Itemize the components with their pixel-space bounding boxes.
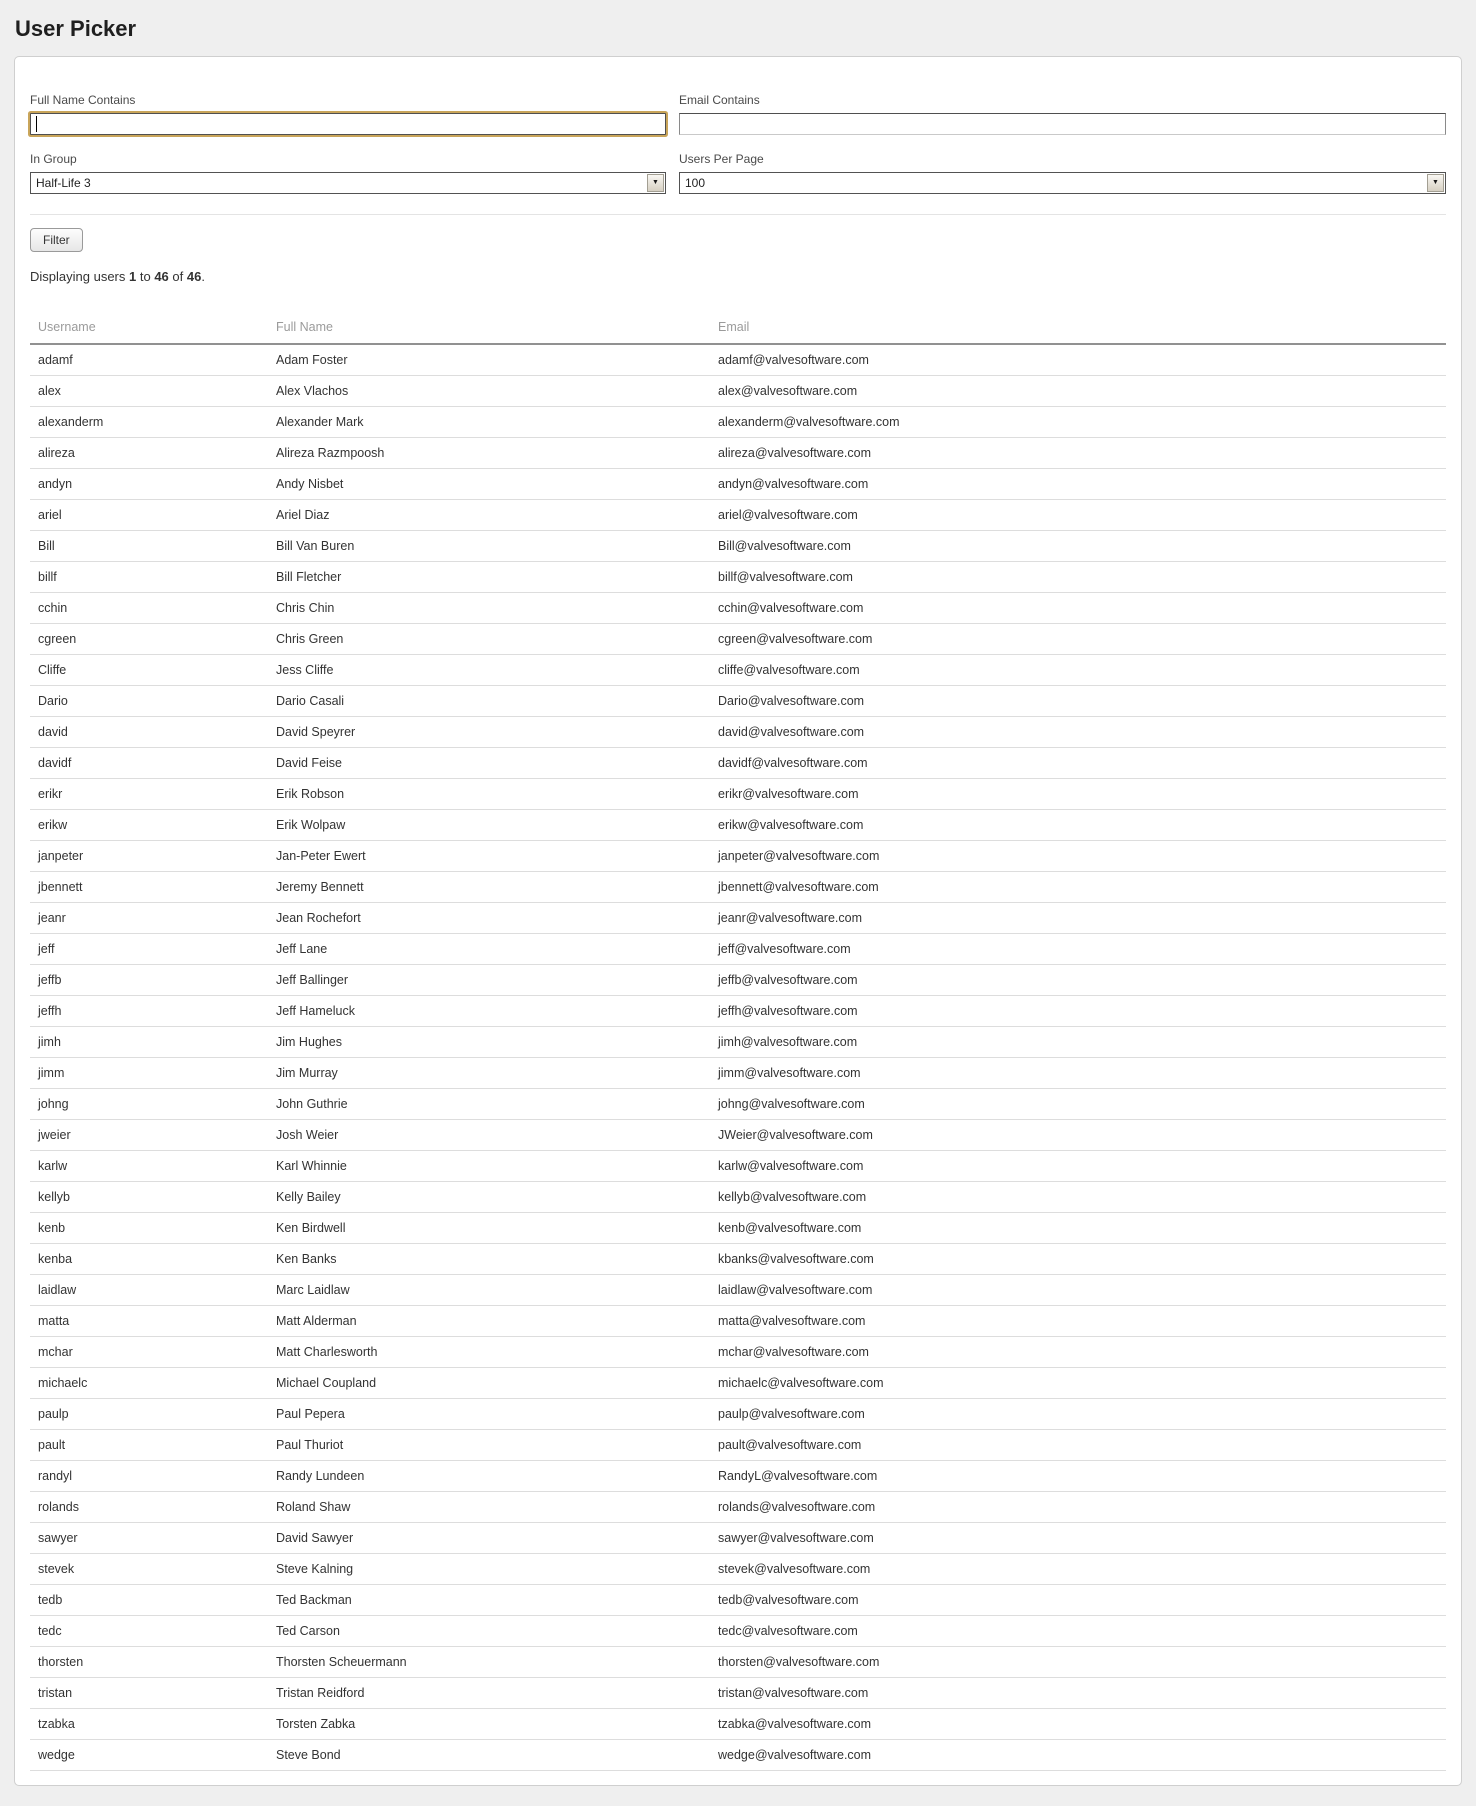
email-cell: erikr@valvesoftware.com xyxy=(710,779,1446,810)
email-cell: tristan@valvesoftware.com xyxy=(710,1678,1446,1709)
username-cell: erikr xyxy=(30,779,268,810)
full-name-cell: Jim Murray xyxy=(268,1058,710,1089)
email-cell: rolands@valvesoftware.com xyxy=(710,1492,1446,1523)
user-row[interactable] xyxy=(30,1120,1446,1151)
username-cell: sawyer xyxy=(30,1523,268,1554)
user-row[interactable] xyxy=(30,934,1446,965)
email-cell: laidlaw@valvesoftware.com xyxy=(710,1275,1446,1306)
username-cell: paulp xyxy=(30,1399,268,1430)
full-name-cell: Ted Carson xyxy=(268,1616,710,1647)
full-name-cell: Chris Chin xyxy=(268,593,710,624)
email-cell: cliffe@valvesoftware.com xyxy=(710,655,1446,686)
email-cell: jimm@valvesoftware.com xyxy=(710,1058,1446,1089)
username-cell: michaelc xyxy=(30,1368,268,1399)
user-row[interactable] xyxy=(30,686,1446,717)
email-cell: karlw@valvesoftware.com xyxy=(710,1151,1446,1182)
full-name-cell: Marc Laidlaw xyxy=(268,1275,710,1306)
full-name-cell: Steve Kalning xyxy=(268,1554,710,1585)
username-cell: jeffh xyxy=(30,996,268,1027)
full-name-cell: Ted Backman xyxy=(268,1585,710,1616)
user-row[interactable] xyxy=(30,1647,1446,1678)
status-to: 46 xyxy=(154,269,169,284)
email-cell: andyn@valvesoftware.com xyxy=(710,469,1446,500)
email-label: Email Contains xyxy=(679,93,760,107)
users-per-page-selected-value: 100 xyxy=(685,176,706,190)
full-name-cell: Jeff Hameluck xyxy=(268,996,710,1027)
username-cell: jimh xyxy=(30,1027,268,1058)
users-per-page-select[interactable] xyxy=(679,172,1446,194)
full-name-cell: Ken Birdwell xyxy=(268,1213,710,1244)
full-name-cell: Karl Whinnie xyxy=(268,1151,710,1182)
full-name-cell: Paul Thuriot xyxy=(268,1430,710,1461)
email-cell: thorsten@valvesoftware.com xyxy=(710,1647,1446,1678)
users-per-page-field xyxy=(679,152,1446,194)
in-group-field xyxy=(30,152,666,194)
email-cell: michaelc@valvesoftware.com xyxy=(710,1368,1446,1399)
filter-panel xyxy=(14,56,1462,1786)
full-name-cell: Josh Weier xyxy=(268,1120,710,1151)
chevron-down-icon: ▼ xyxy=(1427,174,1444,192)
user-row[interactable] xyxy=(30,841,1446,872)
user-row[interactable] xyxy=(30,1399,1446,1430)
username-cell: tedb xyxy=(30,1585,268,1616)
full-name-cell: Steve Bond xyxy=(268,1740,710,1771)
full-name-cell: Paul Pepera xyxy=(268,1399,710,1430)
full-name-cell: Jan-Peter Ewert xyxy=(268,841,710,872)
full-name-cell: Jean Rochefort xyxy=(268,903,710,934)
email-cell: david@valvesoftware.com xyxy=(710,717,1446,748)
full-name-cell: Erik Robson xyxy=(268,779,710,810)
user-row[interactable] xyxy=(30,1151,1446,1182)
email-cell: Bill@valvesoftware.com xyxy=(710,531,1446,562)
username-cell: david xyxy=(30,717,268,748)
user-row[interactable] xyxy=(30,593,1446,624)
full-name-cell: Jeff Ballinger xyxy=(268,965,710,996)
filter-form xyxy=(30,93,1446,194)
username-cell: alex xyxy=(30,376,268,407)
user-row[interactable] xyxy=(30,1027,1446,1058)
username-cell: laidlaw xyxy=(30,1275,268,1306)
email-cell: ariel@valvesoftware.com xyxy=(710,500,1446,531)
email-cell: kellyb@valvesoftware.com xyxy=(710,1182,1446,1213)
status-text xyxy=(30,269,1446,284)
username-cell: mchar xyxy=(30,1337,268,1368)
status-of: of xyxy=(168,269,187,284)
user-row[interactable] xyxy=(30,1368,1446,1399)
username-cell: billf xyxy=(30,562,268,593)
user-row[interactable] xyxy=(30,872,1446,903)
username-cell: davidf xyxy=(30,748,268,779)
full-name-cell: Michael Coupland xyxy=(268,1368,710,1399)
user-row[interactable] xyxy=(30,810,1446,841)
full-name-cell: Matt Charlesworth xyxy=(268,1337,710,1368)
status-total: 46 xyxy=(186,269,202,284)
user-row[interactable] xyxy=(30,1678,1446,1709)
username-cell: kenb xyxy=(30,1213,268,1244)
username-cell: alexanderm xyxy=(30,407,268,438)
user-row[interactable] xyxy=(30,1492,1446,1523)
email-cell: jimh@valvesoftware.com xyxy=(710,1027,1446,1058)
in-group-selected-value: Half-Life 3 xyxy=(36,176,91,190)
username-cell: pault xyxy=(30,1430,268,1461)
user-row[interactable] xyxy=(30,1058,1446,1089)
username-cell: wedge xyxy=(30,1740,268,1771)
full-name-field xyxy=(30,93,666,135)
email-cell: cchin@valvesoftware.com xyxy=(710,593,1446,624)
full-name-cell: Randy Lundeen xyxy=(268,1461,710,1492)
user-row[interactable] xyxy=(30,562,1446,593)
email-cell: kenb@valvesoftware.com xyxy=(710,1213,1446,1244)
username-cell: jeff xyxy=(30,934,268,965)
user-row[interactable] xyxy=(30,1306,1446,1337)
status-mid: to xyxy=(136,269,155,284)
username-cell: kenba xyxy=(30,1244,268,1275)
in-group-label: In Group xyxy=(30,152,77,166)
username-cell: tzabka xyxy=(30,1709,268,1740)
full-name-cell: Alexander Mark xyxy=(268,407,710,438)
full-name-input[interactable] xyxy=(30,113,666,135)
form-divider xyxy=(30,214,1446,215)
user-row[interactable] xyxy=(30,407,1446,438)
full-name-cell: Thorsten Scheuermann xyxy=(268,1647,710,1678)
status-suffix: . xyxy=(201,269,205,284)
in-group-select[interactable] xyxy=(30,172,666,194)
user-row[interactable] xyxy=(30,1275,1446,1306)
username-cell: johng xyxy=(30,1089,268,1120)
full-name-cell: Adam Foster xyxy=(268,344,710,376)
email-cell: davidf@valvesoftware.com xyxy=(710,748,1446,779)
user-row[interactable] xyxy=(30,1337,1446,1368)
email-cell: tzabka@valvesoftware.com xyxy=(710,1709,1446,1740)
full-name-cell: Alireza Razmpoosh xyxy=(268,438,710,469)
email-cell: johng@valvesoftware.com xyxy=(710,1089,1446,1120)
full-name-cell: Jeremy Bennett xyxy=(268,872,710,903)
email-cell: jbennett@valvesoftware.com xyxy=(710,872,1446,903)
user-row[interactable] xyxy=(30,531,1446,562)
user-row[interactable] xyxy=(30,748,1446,779)
username-cell: ariel xyxy=(30,500,268,531)
username-cell: andyn xyxy=(30,469,268,500)
email-cell: Dario@valvesoftware.com xyxy=(710,686,1446,717)
email-cell: alireza@valvesoftware.com xyxy=(710,438,1446,469)
username-cell: thorsten xyxy=(30,1647,268,1678)
full-name-cell: Dario Casali xyxy=(268,686,710,717)
username-cell: Bill xyxy=(30,531,268,562)
user-row[interactable] xyxy=(30,655,1446,686)
user-row[interactable] xyxy=(30,903,1446,934)
user-row[interactable] xyxy=(30,1213,1446,1244)
status-prefix: Displaying users xyxy=(30,269,129,284)
email-cell: jeffh@valvesoftware.com xyxy=(710,996,1446,1027)
full-name-cell: Kelly Bailey xyxy=(268,1182,710,1213)
username-cell: jbennett xyxy=(30,872,268,903)
user-row[interactable] xyxy=(30,500,1446,531)
user-row[interactable] xyxy=(30,1740,1446,1771)
username-cell: jeanr xyxy=(30,903,268,934)
email-input[interactable] xyxy=(679,113,1446,135)
email-cell: janpeter@valvesoftware.com xyxy=(710,841,1446,872)
chevron-down-icon: ▼ xyxy=(647,174,664,192)
email-cell: paulp@valvesoftware.com xyxy=(710,1399,1446,1430)
email-cell: wedge@valvesoftware.com xyxy=(710,1740,1446,1771)
user-row[interactable] xyxy=(30,344,1446,376)
username-cell: jeffb xyxy=(30,965,268,996)
email-cell: jeanr@valvesoftware.com xyxy=(710,903,1446,934)
email-cell: alexanderm@valvesoftware.com xyxy=(710,407,1446,438)
email-cell: cgreen@valvesoftware.com xyxy=(710,624,1446,655)
email-cell: RandyL@valvesoftware.com xyxy=(710,1461,1446,1492)
column-header: Username xyxy=(30,312,268,344)
full-name-cell: Ken Banks xyxy=(268,1244,710,1275)
user-row[interactable] xyxy=(30,1244,1446,1275)
email-cell: adamf@valvesoftware.com xyxy=(710,344,1446,376)
filter-button[interactable]: Filter xyxy=(30,228,83,252)
user-row[interactable] xyxy=(30,1709,1446,1740)
user-row[interactable] xyxy=(30,1182,1446,1213)
full-name-cell: Jess Cliffe xyxy=(268,655,710,686)
username-cell: alireza xyxy=(30,438,268,469)
email-cell: matta@valvesoftware.com xyxy=(710,1306,1446,1337)
full-name-cell: David Speyrer xyxy=(268,717,710,748)
full-name-cell: Torsten Zabka xyxy=(268,1709,710,1740)
user-row[interactable] xyxy=(30,438,1446,469)
username-cell: kellyb xyxy=(30,1182,268,1213)
users-per-page-label: Users Per Page xyxy=(679,152,764,166)
email-cell: JWeier@valvesoftware.com xyxy=(710,1120,1446,1151)
email-field xyxy=(679,93,1446,135)
username-cell: jimm xyxy=(30,1058,268,1089)
column-header: Full Name xyxy=(268,312,710,344)
user-row[interactable] xyxy=(30,376,1446,407)
email-cell: jeff@valvesoftware.com xyxy=(710,934,1446,965)
username-cell: rolands xyxy=(30,1492,268,1523)
user-row[interactable] xyxy=(30,779,1446,810)
username-cell: Dario xyxy=(30,686,268,717)
full-name-cell: Roland Shaw xyxy=(268,1492,710,1523)
user-row[interactable] xyxy=(30,1554,1446,1585)
status-from: 1 xyxy=(129,269,137,284)
username-cell: tedc xyxy=(30,1616,268,1647)
email-cell: erikw@valvesoftware.com xyxy=(710,810,1446,841)
username-cell: janpeter xyxy=(30,841,268,872)
user-row[interactable] xyxy=(30,469,1446,500)
email-cell: pault@valvesoftware.com xyxy=(710,1430,1446,1461)
full-name-cell: Ariel Diaz xyxy=(268,500,710,531)
full-name-cell: David Sawyer xyxy=(268,1523,710,1554)
user-row[interactable] xyxy=(30,1523,1446,1554)
page-title: User Picker xyxy=(15,16,137,41)
email-cell: jeffb@valvesoftware.com xyxy=(710,965,1446,996)
email-cell: tedb@valvesoftware.com xyxy=(710,1585,1446,1616)
email-cell: billf@valvesoftware.com xyxy=(710,562,1446,593)
username-cell: stevek xyxy=(30,1554,268,1585)
username-cell: randyl xyxy=(30,1461,268,1492)
full-name-cell: Tristan Reidford xyxy=(268,1678,710,1709)
table-header-row xyxy=(30,312,1446,344)
full-name-cell: Chris Green xyxy=(268,624,710,655)
username-cell: adamf xyxy=(30,344,268,376)
full-name-input-wrap xyxy=(30,113,666,135)
username-cell: cchin xyxy=(30,593,268,624)
user-row[interactable] xyxy=(30,624,1446,655)
username-cell: matta xyxy=(30,1306,268,1337)
user-row[interactable] xyxy=(30,1430,1446,1461)
email-cell: mchar@valvesoftware.com xyxy=(710,1337,1446,1368)
user-row[interactable] xyxy=(30,1461,1446,1492)
user-row[interactable] xyxy=(30,1585,1446,1616)
email-cell: sawyer@valvesoftware.com xyxy=(710,1523,1446,1554)
email-cell: stevek@valvesoftware.com xyxy=(710,1554,1446,1585)
full-name-cell: Jeff Lane xyxy=(268,934,710,965)
user-row[interactable] xyxy=(30,1616,1446,1647)
full-name-cell: Alex Vlachos xyxy=(268,376,710,407)
full-name-cell: Bill Fletcher xyxy=(268,562,710,593)
user-row[interactable] xyxy=(30,996,1446,1027)
column-header: Email xyxy=(710,312,1446,344)
full-name-cell: David Feise xyxy=(268,748,710,779)
user-row[interactable] xyxy=(30,717,1446,748)
email-cell: tedc@valvesoftware.com xyxy=(710,1616,1446,1647)
full-name-cell: Erik Wolpaw xyxy=(268,810,710,841)
email-cell: alex@valvesoftware.com xyxy=(710,376,1446,407)
username-cell: tristan xyxy=(30,1678,268,1709)
text-caret xyxy=(36,116,37,132)
full-name-cell: Bill Van Buren xyxy=(268,531,710,562)
user-row[interactable] xyxy=(30,1089,1446,1120)
username-cell: karlw xyxy=(30,1151,268,1182)
full-name-cell: Andy Nisbet xyxy=(268,469,710,500)
user-row[interactable] xyxy=(30,965,1446,996)
users-table xyxy=(30,312,1446,1771)
username-cell: cgreen xyxy=(30,624,268,655)
username-cell: jweier xyxy=(30,1120,268,1151)
full-name-cell: John Guthrie xyxy=(268,1089,710,1120)
username-cell: Cliffe xyxy=(30,655,268,686)
full-name-label: Full Name Contains xyxy=(30,93,136,107)
full-name-cell: Jim Hughes xyxy=(268,1027,710,1058)
full-name-cell: Matt Alderman xyxy=(268,1306,710,1337)
username-cell: erikw xyxy=(30,810,268,841)
email-cell: kbanks@valvesoftware.com xyxy=(710,1244,1446,1275)
